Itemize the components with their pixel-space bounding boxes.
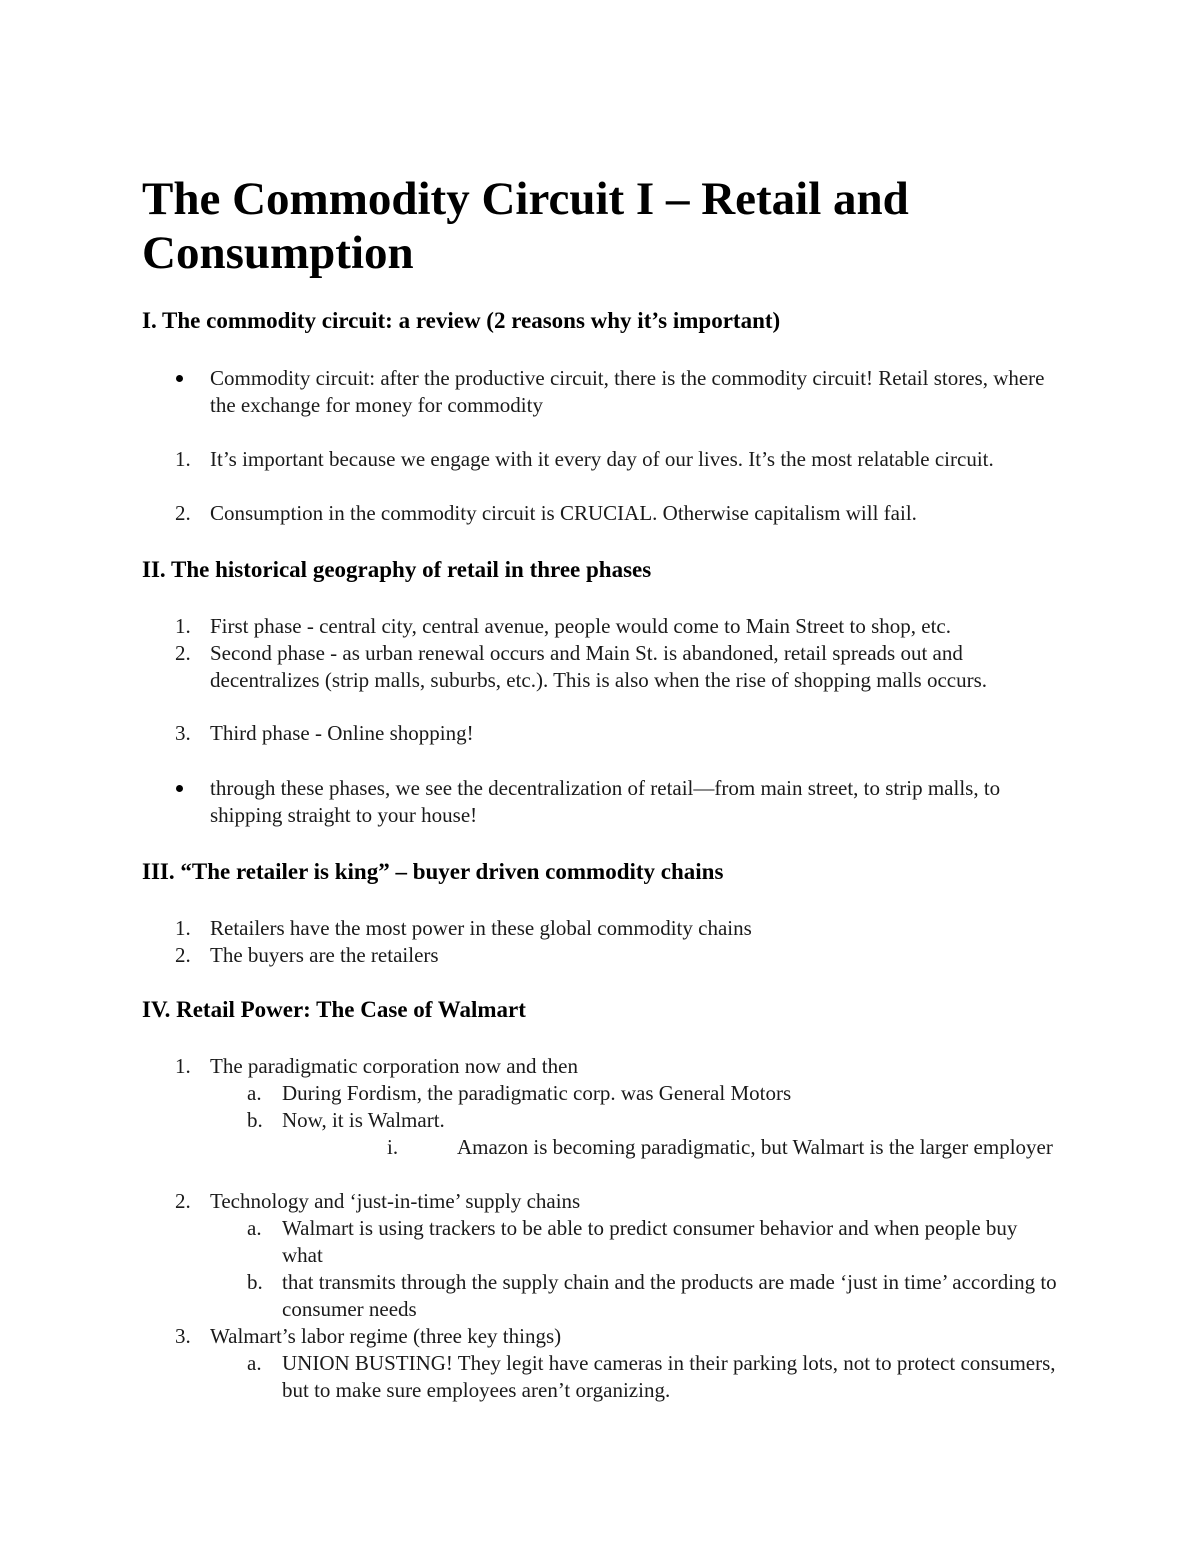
sub-list-item xyxy=(247,1215,1027,1269)
list-item-text: Amazon is becoming paradigmatic, but Walmart is the larger employer xyxy=(457,1135,1053,1159)
list-item-text: The buyers are the retailers xyxy=(210,943,439,967)
list-item xyxy=(175,1323,1060,1350)
list-item-text: Third phase - Online shopping! xyxy=(210,721,474,745)
list-marker: b. xyxy=(247,1270,263,1294)
list-item-text: Technology and ‘just-in-time’ supply chains xyxy=(210,1189,581,1213)
bullet-text: Commodity circuit: after the productive circuit, there is the commodity circuit! Retail stores, where the exchange for money for commodity xyxy=(210,366,1045,417)
bullet-item xyxy=(210,775,1030,829)
list-marker: a. xyxy=(247,1351,262,1375)
section-heading-4: IV. Retail Power: The Case of Walmart xyxy=(142,997,526,1022)
list-item xyxy=(175,613,1070,640)
list-marker: a. xyxy=(247,1216,262,1240)
list-item xyxy=(175,1053,1060,1080)
list-marker: 1. xyxy=(175,1054,191,1078)
list-marker: a. xyxy=(247,1081,262,1105)
bullet-text: through these phases, we see the decentralization of retail—from main street, to strip malls, to shipping straight to your house! xyxy=(210,776,1001,827)
sub-list-item xyxy=(247,1269,1062,1323)
list-marker: 1. xyxy=(175,614,191,638)
document-title: The Commodity Circuit I – Retail and Consumption xyxy=(142,173,909,279)
sub-sub-list-item xyxy=(387,1134,1057,1161)
list-item-text: Now, it is Walmart. xyxy=(282,1108,445,1132)
list-item xyxy=(175,1188,1060,1215)
sub-list-item xyxy=(247,1350,1062,1404)
list-marker: i. xyxy=(387,1135,399,1159)
list-item xyxy=(175,942,1060,969)
list-marker: 3. xyxy=(175,721,191,745)
list-item xyxy=(175,915,1060,942)
list-item xyxy=(175,720,1070,747)
list-item-text: Walmart’s labor regime (three key things) xyxy=(210,1324,562,1348)
section-heading-2: II. The historical geography of retail in three phases xyxy=(142,557,652,582)
section-heading-3: III. “The retailer is king” – buyer driven commodity chains xyxy=(142,859,724,884)
list-item xyxy=(175,446,1060,473)
bullet-dot-icon xyxy=(176,375,183,382)
list-item-text: During Fordism, the paradigmatic corp. was General Motors xyxy=(282,1081,792,1105)
list-item-text: Walmart is using trackers to be able to predict consumer behavior and when people buy what xyxy=(282,1216,1018,1267)
list-marker: 3. xyxy=(175,1324,191,1348)
list-item xyxy=(175,500,1060,527)
list-marker: 2. xyxy=(175,501,191,525)
list-marker: b. xyxy=(247,1108,263,1132)
list-item xyxy=(175,640,1070,694)
list-item-text: It’s important because we engage with it every day of our lives. It’s the most relatable circuit. xyxy=(210,447,994,471)
list-item-text: First phase - central city, central avenue, people would come to Main Street to shop, etc. xyxy=(210,614,951,638)
list-marker: 2. xyxy=(175,943,191,967)
list-item-text: Second phase - as urban renewal occurs and Main St. is abandoned, retail spreads out and decentralizes (strip malls, suburbs, etc.). This is also when the rise of shopping malls occurs. xyxy=(210,641,988,692)
list-item-text: that transmits through the supply chain and the products are made ‘just in time’ according to consumer needs xyxy=(282,1270,1057,1321)
list-item-text: Retailers have the most power in these global commodity chains xyxy=(210,916,752,940)
list-item-text: Consumption in the commodity circuit is CRUCIAL. Otherwise capitalism will fail. xyxy=(210,501,917,525)
list-item-text: The paradigmatic corporation now and then xyxy=(210,1054,578,1078)
section-heading-1: I. The commodity circuit: a review (2 reasons why it’s important) xyxy=(142,308,781,333)
bullet-item xyxy=(210,365,1060,419)
list-marker: 1. xyxy=(175,916,191,940)
list-marker: 2. xyxy=(175,1189,191,1213)
list-item-text: UNION BUSTING! They legit have cameras in their parking lots, not to protect consumers, but to make sure employees aren’t organizing. xyxy=(282,1351,1056,1402)
sub-list-item xyxy=(247,1107,1062,1134)
list-marker: 1. xyxy=(175,447,191,471)
list-marker: 2. xyxy=(175,641,191,665)
sub-list-item xyxy=(247,1080,1062,1107)
bullet-dot-icon xyxy=(176,785,183,792)
